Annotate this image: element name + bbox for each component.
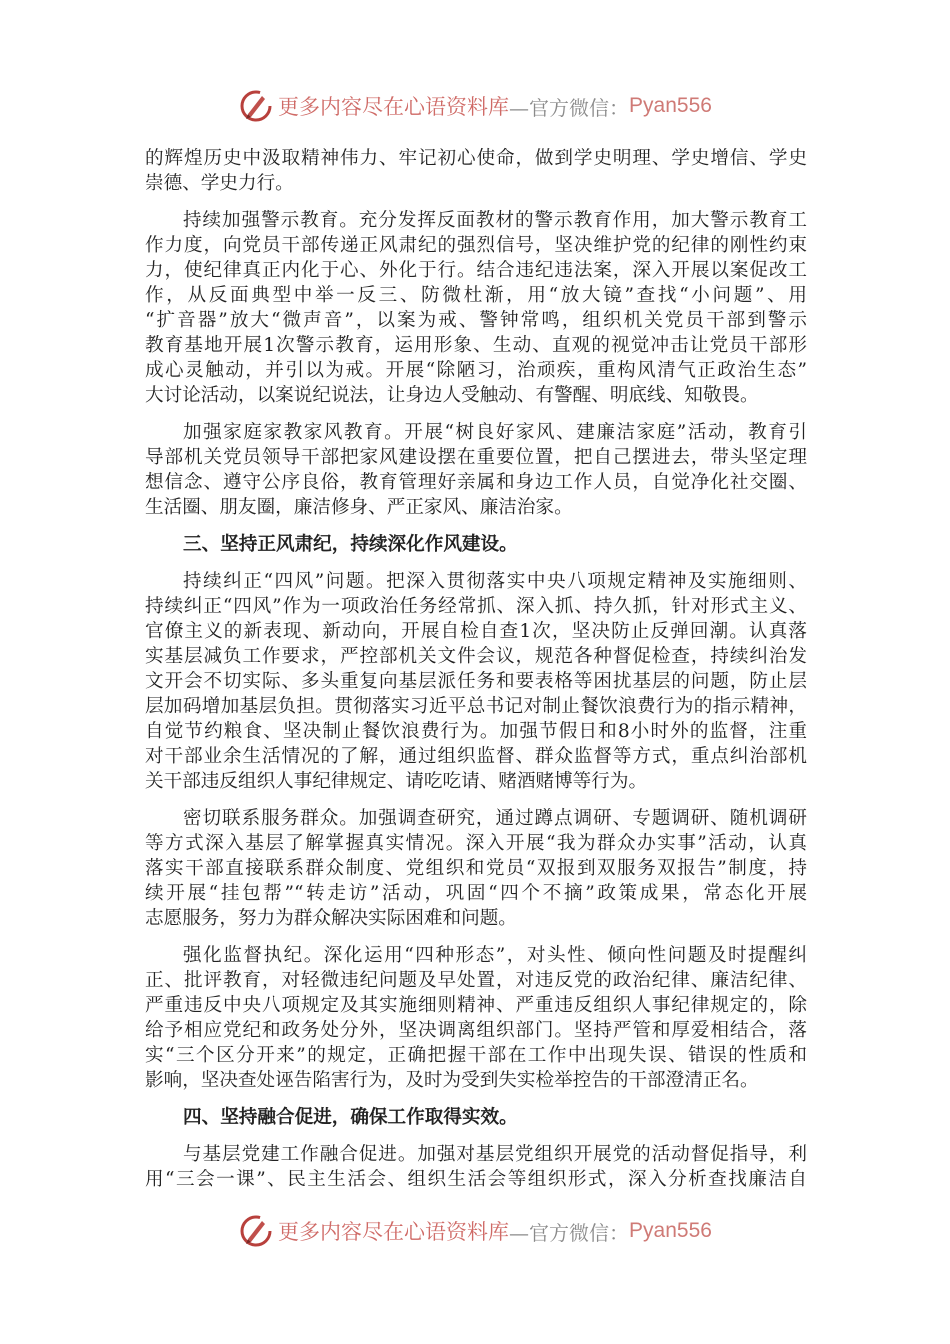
paragraph	[145, 806, 807, 931]
paragraph-line: 续开展“挂包帮”“转走访”活动，巩固“四个不摘”政策成果，常态化开展	[145, 883, 807, 904]
watermark-text-label: —官方微信：	[509, 95, 630, 120]
paragraph-line: 实“三个区分开来”的规定，正确把握干部在工作中出现失误、错误的性质和	[145, 1045, 807, 1066]
paragraph-line: 的辉煌历史中汲取精神伟力、牢记初心使命，做到学史明理、学史增信、学史	[145, 148, 807, 169]
paragraph-line: 文开会不切实际、多头重复向基层派任务和要表格等困扰基层的问题，防止层	[145, 671, 807, 692]
paragraph-line: 大讨论活动，以案说纪说法，让身边人受触动、有警醒、明底线、知敬畏。	[145, 385, 759, 406]
paragraph-line: 导部机关党员领导干部把家风建设摆在重要位置，把自己摆进去，带头坚定理	[145, 447, 807, 468]
paragraph-line: 用“三会一课”、民主生活会、组织生活会等组织形式，深入分析查找廉洁自	[145, 1169, 807, 1190]
watermark-text-label: —官方微信：	[509, 1220, 630, 1245]
paragraph-line: 影响，坚决查处诬告陷害行为，及时为受到失实检举控告的干部澄清正名。	[145, 1070, 759, 1091]
paragraph-line: 官僚主义的新表现、新动向，开展自检自查1次，坚决防止反弹回潮。认真落	[145, 621, 807, 642]
paragraph	[145, 569, 807, 794]
paragraph-line: 成心灵触动，并引以为戒。开展“除陋习，治顽疾，重构风清气正政治生态”	[145, 360, 807, 381]
paragraph-line: 生活圈、朋友圈，廉洁修身、严正家风、廉洁治家。	[145, 497, 573, 518]
paragraph-line: 严重违反中央八项规定及其实施细则精神、严重违反组织人事纪律规定的，除	[145, 995, 807, 1016]
paragraph	[145, 420, 807, 520]
paragraph-line: 正、批评教育，对轻微违纪问题及早处置，对违反党的政治纪律、廉洁纪律、	[145, 970, 807, 991]
paragraph-line: “扩音器”放大“微声音”，以案为戒、警钟常鸣，组织机关党员干部到警示	[145, 310, 807, 331]
paragraph	[145, 146, 807, 196]
paragraph	[145, 208, 807, 408]
paragraph-line: 对干部业余生活情况的了解，通过组织监督、群众监督等方式，重点纠治部机	[145, 746, 807, 767]
paragraph-line: 强化监督执纪。深化运用“四种形态”，对头性、倾向性问题及时提醒纠	[183, 945, 807, 966]
paragraph	[145, 943, 807, 1093]
paragraph-line: 力，使纪律真正内化于心、外化于行。结合违纪违法案，深入开展以案促改工	[145, 260, 807, 281]
header-watermark	[0, 86, 950, 126]
footer-watermark	[0, 1211, 950, 1251]
watermark-text-site: 更多内容尽在心语资料库	[278, 95, 510, 119]
paragraph-line: 持续加强警示教育。充分发挥反面教材的警示教育作用，加大警示教育工	[183, 210, 807, 231]
paragraph-line: 志愿服务，努力为群众解决实际困难和问题。	[145, 908, 517, 929]
paragraph-line: 崇德、学史力行。	[145, 173, 294, 194]
paragraph-line: 密切联系服务群众。加强调查研究，通过蹲点调研、专题调研、随机调研	[183, 808, 807, 829]
paragraph-line: 教育基地开展1次警示教育，运用形象、生动、直观的视觉冲击让党员干部形	[145, 335, 807, 356]
paragraph-line: 持续纠正“四风”作为一项政治任务经常抓、深入抓、持久抓，针对形式主义、	[145, 596, 807, 617]
paragraph-line: 等方式深入基层了解掌握真实情况。深入开展“我为群众办实事”活动，认真	[145, 833, 807, 854]
paragraph-line: 持续纠正“四风”问题。把深入贯彻落实中央八项规定精神及实施细则、	[183, 571, 807, 592]
watermark-text-site: 更多内容尽在心语资料库	[278, 1220, 510, 1244]
paragraph-line: 自觉节约粮食、坚决制止餐饮浪费行为。加强节假日和8小时外的监督，注重	[145, 721, 807, 742]
paragraph-line: 加强家庭家教家风教育。开展“树良好家风、建廉洁家庭”活动，教育引	[183, 422, 807, 443]
paragraph-line: 作，从反面典型中举一反三、防微杜渐，用“放大镜”查找“小问题”、用	[145, 285, 807, 306]
paragraph-line: 与基层党建工作融合促进。加强对基层党组织开展党的活动督促指导，利	[183, 1144, 807, 1165]
document-body	[145, 146, 807, 1204]
pen-logo-icon	[238, 1213, 274, 1249]
watermark-text-wechat: Pyan556	[629, 94, 712, 117]
paragraph-line: 给予相应党纪和政务处分外，坚决调离组织部门。坚持严管和厚爱相结合，落	[145, 1020, 807, 1041]
paragraph-line: 实基层减负工作要求，严控部机关文件会议，规范各种督促检查，持续纠治发	[145, 646, 807, 667]
paragraph-line: 层加码增加基层负担。贯彻落实习近平总书记对制止餐饮浪费行为的指示精神，	[145, 696, 807, 717]
paragraph	[145, 1142, 807, 1192]
paragraph-line: 想信念、遵守公序良俗，教育管理好亲属和身边工作人员，自觉净化社交圈、	[145, 472, 807, 493]
section-heading: 四、坚持融合促进，确保工作取得实效。	[183, 1107, 518, 1128]
watermark-text-wechat: Pyan556	[629, 1219, 712, 1242]
pen-logo-icon	[238, 88, 274, 124]
section-heading: 三、坚持正风肃纪，持续深化作风建设。	[183, 534, 518, 555]
paragraph-line: 关干部违反组织人事纪律规定、请吃吃请、赌酒赌博等行为。	[145, 771, 648, 792]
paragraph-line: 作力度，向党员干部传递正风肃纪的强烈信号，坚决维护党的纪律的刚性约束	[145, 235, 807, 256]
paragraph-line: 落实干部直接联系群众制度、党组织和党员“双报到双服务双报告”制度，持	[145, 858, 807, 879]
